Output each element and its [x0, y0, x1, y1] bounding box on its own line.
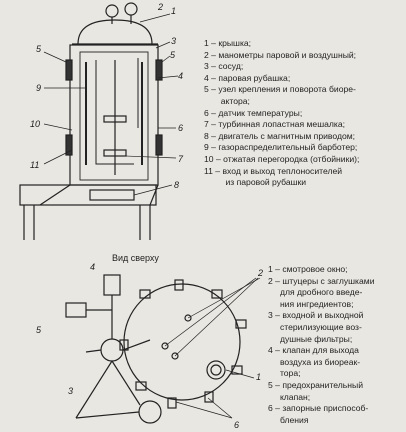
motor: [90, 190, 134, 200]
legend-line: из паровой рубашки: [204, 177, 307, 188]
legend-line: 2 – штуцеры с заглушками: [268, 275, 375, 286]
callout-6: 6: [178, 123, 184, 133]
legend-line: 1 – крышка;: [204, 38, 252, 48]
clamp-right-upper: [156, 60, 162, 80]
callout-5a: 5: [36, 44, 42, 54]
callout-7: 7: [178, 154, 184, 164]
legend-line: 4 – клапан для выхода: [268, 345, 359, 356]
top-view: [66, 275, 260, 423]
filter-outlet: [139, 401, 161, 423]
safety-valve: [66, 303, 86, 317]
callout-8: 8: [174, 180, 180, 190]
sight-window: [207, 361, 225, 379]
clamp-right-lower: [156, 135, 162, 155]
callout-4: 4: [178, 71, 184, 81]
caption-top-view: Вид сверху: [112, 253, 159, 263]
callout-b4: 4: [90, 262, 96, 272]
legend-line: 8 – двигатель с магнитным приводом;: [204, 130, 356, 141]
stand-frame: [20, 185, 156, 205]
vessel-top-circle: [124, 284, 240, 400]
callout-b2: 2: [258, 268, 264, 278]
callout-9: 9: [36, 83, 42, 93]
air-gauge-icon: [125, 3, 137, 15]
legend-bottom: [268, 264, 375, 426]
legend-top: [204, 38, 359, 189]
legend-line: бления: [268, 414, 309, 425]
legend-line: 9 – газораспределительный барботер;: [204, 142, 358, 153]
legend-line: 10 – отжатая перегородка (отбойники);: [204, 153, 360, 164]
legend-line: воздуха из биореак-: [268, 356, 361, 367]
legend-line: ния ингредиентов;: [268, 298, 354, 309]
legend-line: 3 – входной и выходной: [268, 310, 364, 321]
callout-5b: 5: [170, 50, 176, 60]
callout-1: 1: [171, 6, 177, 16]
legend-line: 7 – турбинная лопастная мешалка;: [204, 119, 345, 130]
lid: [78, 20, 152, 44]
legend-line: стерилизующие воз-: [268, 321, 362, 332]
legend-line: 3 – сосуд;: [204, 61, 244, 72]
callout-11: 11: [30, 160, 40, 170]
legend-line: 5 – предохранительный: [268, 379, 364, 390]
clamp-left-lower: [66, 135, 72, 155]
legend-line: клапан;: [268, 391, 311, 402]
legend-line: 6 – датчик температуры;: [204, 107, 303, 118]
legend-line: 6 – запорные приспособ-: [268, 403, 369, 414]
legend-line: 1 – смотровое окно;: [268, 264, 348, 274]
callout-2: 2: [158, 2, 164, 12]
callout-b1: 1: [256, 372, 262, 382]
callout-b6: 6: [234, 420, 240, 430]
bioreactor-side-view: [20, 3, 178, 240]
legend-line: душные фильтры;: [268, 333, 353, 344]
clamp-left-upper: [66, 60, 72, 80]
legend-line: 11 – вход и выход теплоносителей: [204, 165, 343, 176]
callout-b3: 3: [68, 386, 74, 396]
legend-line: 2 – манометры паровой и воздушный;: [204, 49, 357, 60]
legend-line: для дробного введе-: [268, 287, 363, 298]
legend-line: 4 – паровая рубашка;: [204, 72, 291, 83]
pressure-gauge-icon: [106, 5, 118, 17]
callout-b5: 5: [36, 325, 42, 335]
callout-10: 10: [30, 119, 41, 129]
legend-line: актора;: [204, 95, 250, 106]
callout-3: 3: [171, 36, 177, 46]
legend-line: тора;: [268, 368, 301, 379]
legend-line: 5 – узел крепления и поворота биоре-: [204, 84, 356, 95]
air-valve: [104, 275, 120, 295]
